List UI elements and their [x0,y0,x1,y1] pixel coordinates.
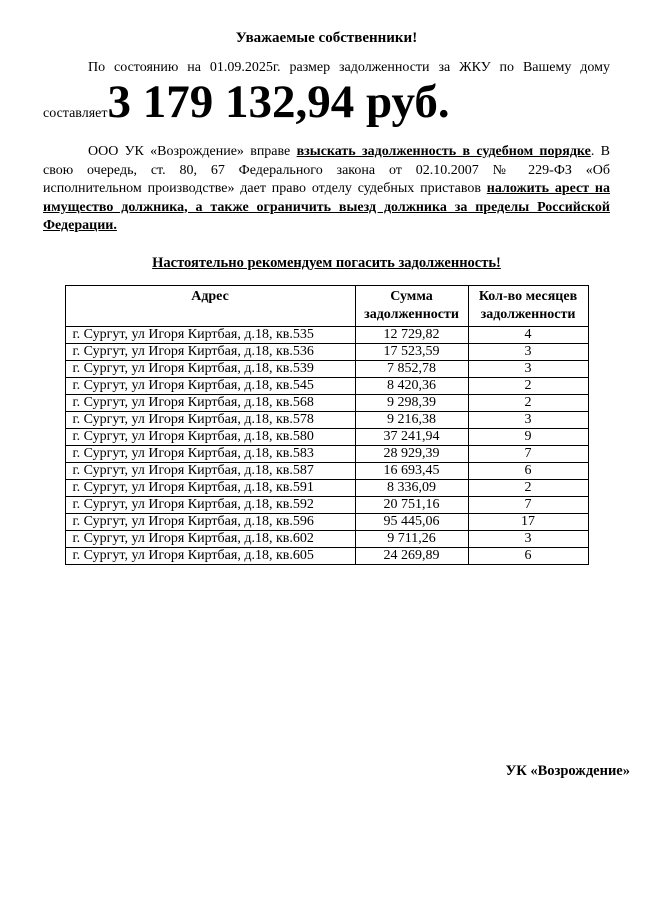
debt-amount-cell: 16 693,45 [355,462,468,479]
legal-text-part1: ООО УК «Возрождение» вправе [88,144,297,159]
table-row [65,479,588,496]
debt-amount-cell: 37 241,94 [355,428,468,445]
table-row [65,343,588,360]
address-cell: г. Сургут, ул Игоря Киртбая, д.18, кв.536 [65,343,355,360]
debt-table [65,285,589,565]
table-row [65,445,588,462]
months-count-cell: 7 [468,496,588,513]
table-row [65,462,588,479]
months-count-cell: 3 [468,530,588,547]
legal-emphasis-court: взыскать задолженность в судебном порядке [296,144,591,159]
column-header-debt-sum: Сумма задолженности [355,285,468,326]
months-count-cell: 6 [468,462,588,479]
months-count-cell: 2 [468,479,588,496]
intro-paragraph: По состоянию на 01.09.2025г. размер задолженности за ЖКУ по Вашему дому [88,60,610,75]
debt-amount-cell: 12 729,82 [355,326,468,343]
signature: УК «Возрождение» [505,763,630,779]
debt-table-body [65,326,588,564]
column-header-address: Адрес [65,285,355,326]
debt-amount-line [43,77,610,139]
debt-amount-cell: 9 711,26 [355,530,468,547]
address-cell: г. Сургут, ул Игоря Киртбая, д.18, кв.539 [65,360,355,377]
address-cell: г. Сургут, ул Игоря Киртбая, д.18, кв.591 [65,479,355,496]
legal-paragraph [43,143,610,236]
table-row [65,428,588,445]
table-row [65,394,588,411]
months-count-cell: 2 [468,394,588,411]
table-row [65,530,588,547]
column-header-months: Кол-во месяцев задолженности [468,285,588,326]
months-count-cell: 9 [468,428,588,445]
debt-amount-cell: 9 216,38 [355,411,468,428]
months-count-cell: 4 [468,326,588,343]
debt-amount-cell: 7 852,78 [355,360,468,377]
months-count-cell: 17 [468,513,588,530]
debt-amount-cell: 24 269,89 [355,547,468,564]
address-cell: г. Сургут, ул Игоря Киртбая, д.18, кв.602 [65,530,355,547]
debt-amount-cell: 8 336,09 [355,479,468,496]
months-count-cell: 3 [468,343,588,360]
debt-amount-cell: 17 523,59 [355,343,468,360]
table-row [65,377,588,394]
address-cell: г. Сургут, ул Игоря Киртбая, д.18, кв.587 [65,462,355,479]
months-count-cell: 3 [468,411,588,428]
legal-emphasis-arrest: наложить арест на имущество должника, а также ограничить выезд должника за пределы Российской Федерации. [43,181,611,233]
address-cell: г. Сургут, ул Игоря Киртбая, д.18, кв.596 [65,513,355,530]
address-cell: г. Сургут, ул Игоря Киртбая, д.18, кв.568 [65,394,355,411]
debt-amount-cell: 20 751,16 [355,496,468,513]
debt-amount-cell: 28 929,39 [355,445,468,462]
address-cell: г. Сургут, ул Игоря Киртбая, д.18, кв.605 [65,547,355,564]
table-row [65,513,588,530]
address-cell: г. Сургут, ул Игоря Киртбая, д.18, кв.583 [65,445,355,462]
address-cell: г. Сургут, ул Игоря Киртбая, д.18, кв.545 [65,377,355,394]
table-row [65,326,588,343]
table-row [65,547,588,564]
address-cell: г. Сургут, ул Игоря Киртбая, д.18, кв.580 [65,428,355,445]
debt-amount-prefix: составляет [43,106,108,121]
address-cell: г. Сургут, ул Игоря Киртбая, д.18, кв.535 [65,326,355,343]
table-header-row [65,285,588,326]
legal-text-part2: . В свою очередь, ст. 80, 67 Федерального закона от 02.10.2007 № 229-ФЗ «Об исполнительном производстве» дает право отделу судебных приставов [43,144,610,196]
total-debt-amount: 3 179 132,94 руб. [107,76,450,128]
table-row [65,360,588,377]
table-row [65,496,588,513]
debt-amount-cell: 8 420,36 [355,377,468,394]
document-title: Уважаемые собственники! [235,30,418,46]
table-row [65,411,588,428]
months-count-cell: 7 [468,445,588,462]
address-cell: г. Сургут, ул Игоря Киртбая, д.18, кв.578 [65,411,355,428]
months-count-cell: 6 [468,547,588,564]
months-count-cell: 3 [468,360,588,377]
debt-amount-cell: 95 445,06 [355,513,468,530]
recommendation-heading: Настоятельно рекомендуем погасить задолженность! [152,254,501,271]
address-cell: г. Сургут, ул Игоря Киртбая, д.18, кв.592 [65,496,355,513]
debt-amount-cell: 9 298,39 [355,394,468,411]
months-count-cell: 2 [468,377,588,394]
